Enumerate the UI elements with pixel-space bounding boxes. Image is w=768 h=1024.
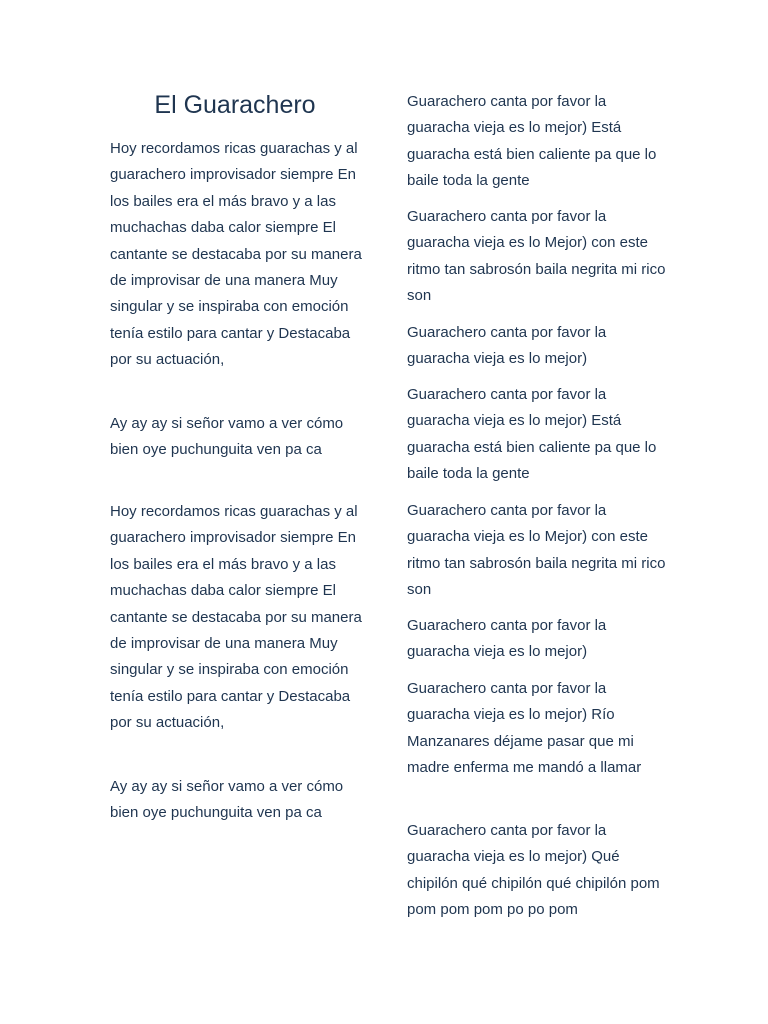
chorus-paragraph: Ay ay ay si señor vamo a ver cómo bien oye puchunguita ven pa ca bbox=[110, 415, 344, 459]
refrain-paragraph: Guarachero canta por favor la guaracha vieja es lo mejor) Qué chipilón qué chipilón qué chipilón pom pom pom pom po po pom bbox=[407, 822, 660, 919]
page-title: El Guarachero bbox=[154, 91, 316, 119]
refrain-paragraph: Guarachero canta por favor la guaracha vieja es lo mejor) bbox=[407, 617, 607, 661]
refrain-paragraph: Guarachero canta por favor la guaracha vieja es lo mejor) Está guaracha está bien caliente pa que lo baile toda la gente bbox=[407, 93, 657, 190]
refrain-paragraph: Guarachero canta por favor la guaracha vieja es lo mejor) Está guaracha está bien caliente pa que lo baile toda la gente bbox=[407, 386, 657, 483]
refrain-paragraph: Guarachero canta por favor la guaracha vieja es lo mejor) bbox=[407, 324, 607, 368]
verse-paragraph: Hoy recordamos ricas guarachas y al guarachero improvisador siempre En los bailes era el más bravo y a las muchachas daba calor siempre El cantante se destacaba por su manera de improvisar de una manera Muy singular y se inspiraba con emoción tenía estilo para cantar y Destacaba por su actuación, bbox=[110, 503, 362, 732]
verse-paragraph: Hoy recordamos ricas guarachas y al guarachero improvisador siempre En los bailes era el más bravo y a las muchachas daba calor siempre El cantante se destacaba por su manera de improvisar de una manera Muy singular y se inspiraba con emoción tenía estilo para cantar y Destacaba por su actuación, bbox=[110, 140, 362, 369]
chorus-paragraph: Ay ay ay si señor vamo a ver cómo bien oye puchunguita ven pa ca bbox=[110, 778, 344, 822]
refrain-paragraph: Guarachero canta por favor la guaracha vieja es lo Mejor) con este ritmo tan sabrosón baila negrita mi rico son bbox=[407, 502, 666, 599]
refrain-paragraph: Guarachero canta por favor la guaracha vieja es lo mejor) Río Manzanares déjame pasar que mi madre enferma me mandó a llamar bbox=[407, 680, 642, 777]
refrain-paragraph: Guarachero canta por favor la guaracha vieja es lo Mejor) con este ritmo tan sabrosón baila negrita mi rico son bbox=[407, 208, 666, 305]
